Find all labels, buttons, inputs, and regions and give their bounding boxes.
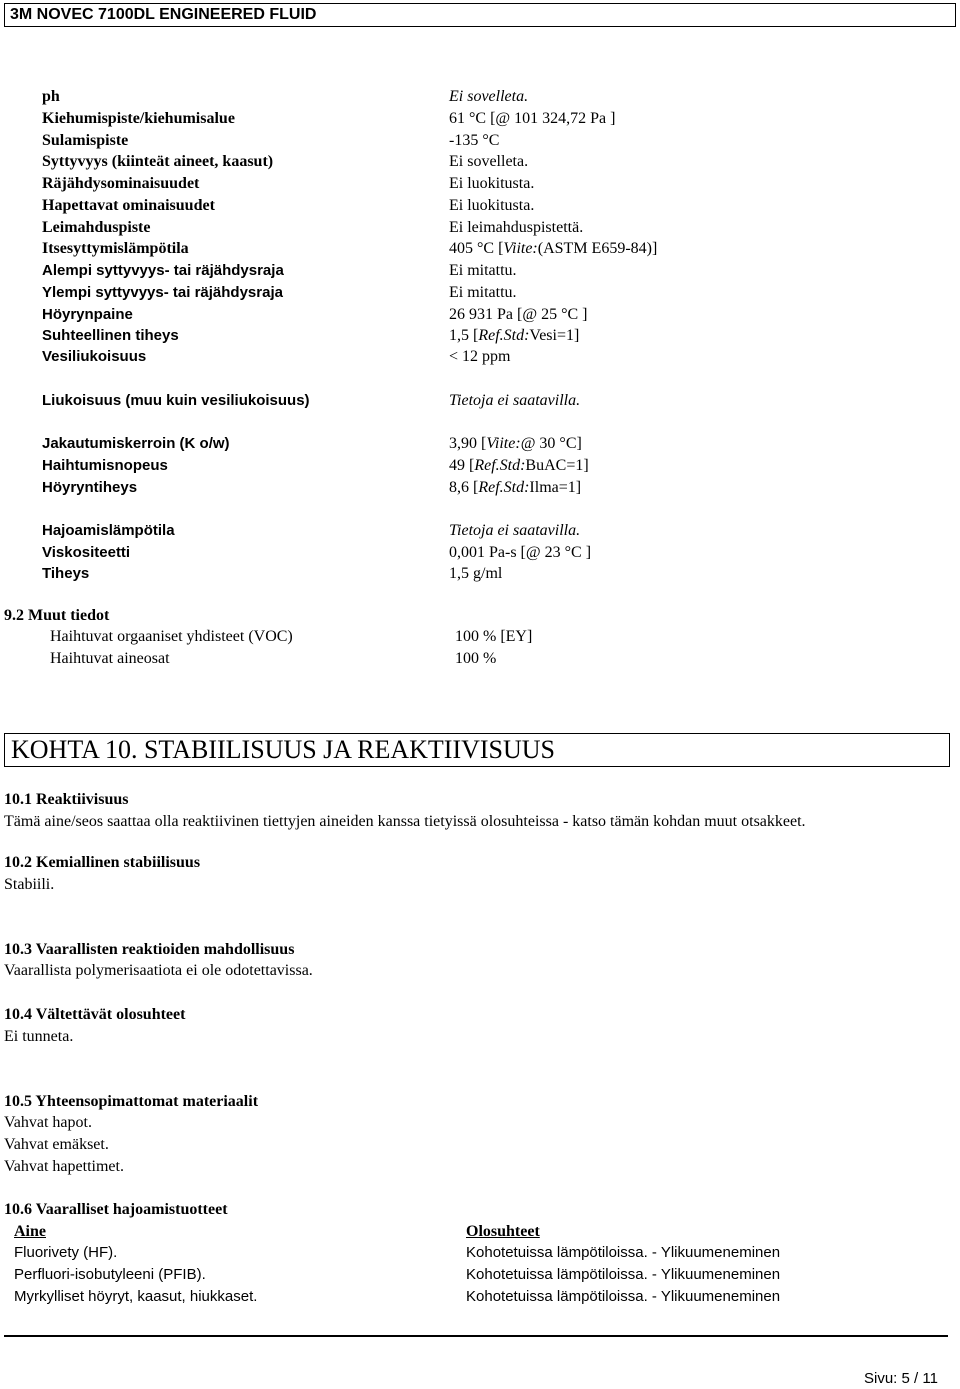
other-info-label: Haihtuvat aineosat <box>50 650 170 667</box>
subsection-heading: 9.2 Muut tiedot <box>4 607 110 624</box>
property-label: Sulamispiste <box>42 132 129 149</box>
table-cell-substance: Fluorivety (HF). <box>14 1244 118 1261</box>
footer-divider <box>4 1335 948 1337</box>
property-label: Itsesyttymislämpötila <box>42 240 189 257</box>
subsection-heading: 10.2 Kemiallinen stabiilisuus <box>4 854 201 871</box>
property-label: Syttyvyys (kiinteät aineet, kaasut) <box>42 153 274 170</box>
property-value: 26 931 Pa [@ 25 °C ] <box>449 306 588 323</box>
table-cell-substance: Perfluori-isobutyleeni (PFIB). <box>14 1266 206 1283</box>
property-label: ph <box>42 88 60 105</box>
list-item: Vahvat hapettimet. <box>4 1158 124 1175</box>
property-value: -135 °C <box>449 132 500 149</box>
subsection-text: Stabiili. <box>4 876 55 893</box>
property-value: Ei leimahduspistettä. <box>449 219 584 236</box>
property-value: Ei sovelleta. <box>449 153 529 170</box>
property-label: Vesiliukoisuus <box>42 348 147 365</box>
table-cell-condition: Kohotetuissa lämpötiloissa. - Ylikuumeneminen <box>466 1266 781 1283</box>
property-value: Tietoja ei saatavilla. <box>449 392 581 409</box>
subsection-text: Ei tunneta. <box>4 1028 74 1045</box>
property-label: Tiheys <box>42 565 90 582</box>
property-label: Höyrynpaine <box>42 306 133 323</box>
property-value: Ei mitattu. <box>449 262 517 279</box>
table-cell-condition: Kohotetuissa lämpötiloissa. - Ylikuumeneminen <box>466 1288 781 1305</box>
property-label: Hajoamislämpötila <box>42 522 175 539</box>
other-info-value: 100 % <box>455 650 497 667</box>
property-label: Suhteellinen tiheys <box>42 327 179 344</box>
subsection-heading: 10.4 Vältettävät olosuhteet <box>4 1006 186 1023</box>
property-value: Ei mitattu. <box>449 284 517 301</box>
column-header-conditions: Olosuhteet <box>466 1223 540 1240</box>
property-value: 8,6 [Ref.Std:Ilma=1] <box>449 479 582 496</box>
table-cell-condition: Kohotetuissa lämpötiloissa. - Ylikuumeneminen <box>466 1244 781 1261</box>
document-header: 3M NOVEC 7100DL ENGINEERED FLUID <box>4 3 956 27</box>
property-value: Ei luokitusta. <box>449 175 535 192</box>
column-header-substance: Aine <box>14 1223 46 1240</box>
subsection-heading: 10.3 Vaarallisten reaktioiden mahdollisuus <box>4 941 295 958</box>
subsection-text: Tämä aine/seos saattaa olla reaktiivinen tiettyjen aineiden kanssa tietyissä olosuhteissa - katso tämän kohdan muut otsakkeet. <box>4 813 806 830</box>
subsection-heading: 10.6 Vaaralliset hajoamistuotteet <box>4 1201 228 1218</box>
other-info-label: Haihtuvat orgaaniset yhdisteet (VOC) <box>50 628 293 645</box>
section-title: KOHTA 10. STABIILISUUS JA REAKTIIVISUUS <box>4 733 950 767</box>
property-value: 49 [Ref.Std:BuAC=1] <box>449 457 589 474</box>
property-label: Räjähdysominaisuudet <box>42 175 200 192</box>
property-value: 405 °C [Viite:(ASTM E659-84)] <box>449 240 658 257</box>
other-info-value: 100 % [EY] <box>455 628 533 645</box>
property-value: < 12 ppm <box>449 348 511 365</box>
property-value: Ei luokitusta. <box>449 197 535 214</box>
property-label: Alempi syttyvyys- tai räjähdysraja <box>42 262 284 279</box>
property-label: Haihtumisnopeus <box>42 457 168 474</box>
property-label: Jakautumiskerroin (K o/w) <box>42 435 230 452</box>
list-item: Vahvat emäkset. <box>4 1136 109 1153</box>
subsection-heading: 10.1 Reaktiivisuus <box>4 791 129 808</box>
property-value: 3,90 [Viite:@ 30 °C] <box>449 435 582 452</box>
property-label: Leimahduspiste <box>42 219 151 236</box>
property-label: Liukoisuus (muu kuin vesiliukoisuus) <box>42 392 310 409</box>
property-value: Tietoja ei saatavilla. <box>449 522 581 539</box>
property-value: 1,5 [Ref.Std:Vesi=1] <box>449 327 580 344</box>
table-cell-substance: Myrkylliset höyryt, kaasut, hiukkaset. <box>14 1288 258 1305</box>
property-value: Ei sovelleta. <box>449 88 529 105</box>
subsection-text: Vaarallista polymerisaatiota ei ole odotettavissa. <box>4 962 313 979</box>
property-label: Hapettavat ominaisuudet <box>42 197 215 214</box>
property-value: 0,001 Pa-s [@ 23 °C ] <box>449 544 592 561</box>
property-label: Ylempi syttyvyys- tai räjähdysraja <box>42 284 283 301</box>
subsection-heading: 10.5 Yhteensopimattomat materiaalit <box>4 1093 259 1110</box>
property-label: Höyryntiheys <box>42 479 138 496</box>
list-item: Vahvat hapot. <box>4 1114 92 1131</box>
property-value: 61 °C [@ 101 324,72 Pa ] <box>449 110 616 127</box>
property-label: Kiehumispiste/kiehumisalue <box>42 110 235 127</box>
page-number: Sivu: 5 / 11 <box>864 1370 938 1387</box>
property-label: Viskositeetti <box>42 544 131 561</box>
property-value: 1,5 g/ml <box>449 565 503 582</box>
